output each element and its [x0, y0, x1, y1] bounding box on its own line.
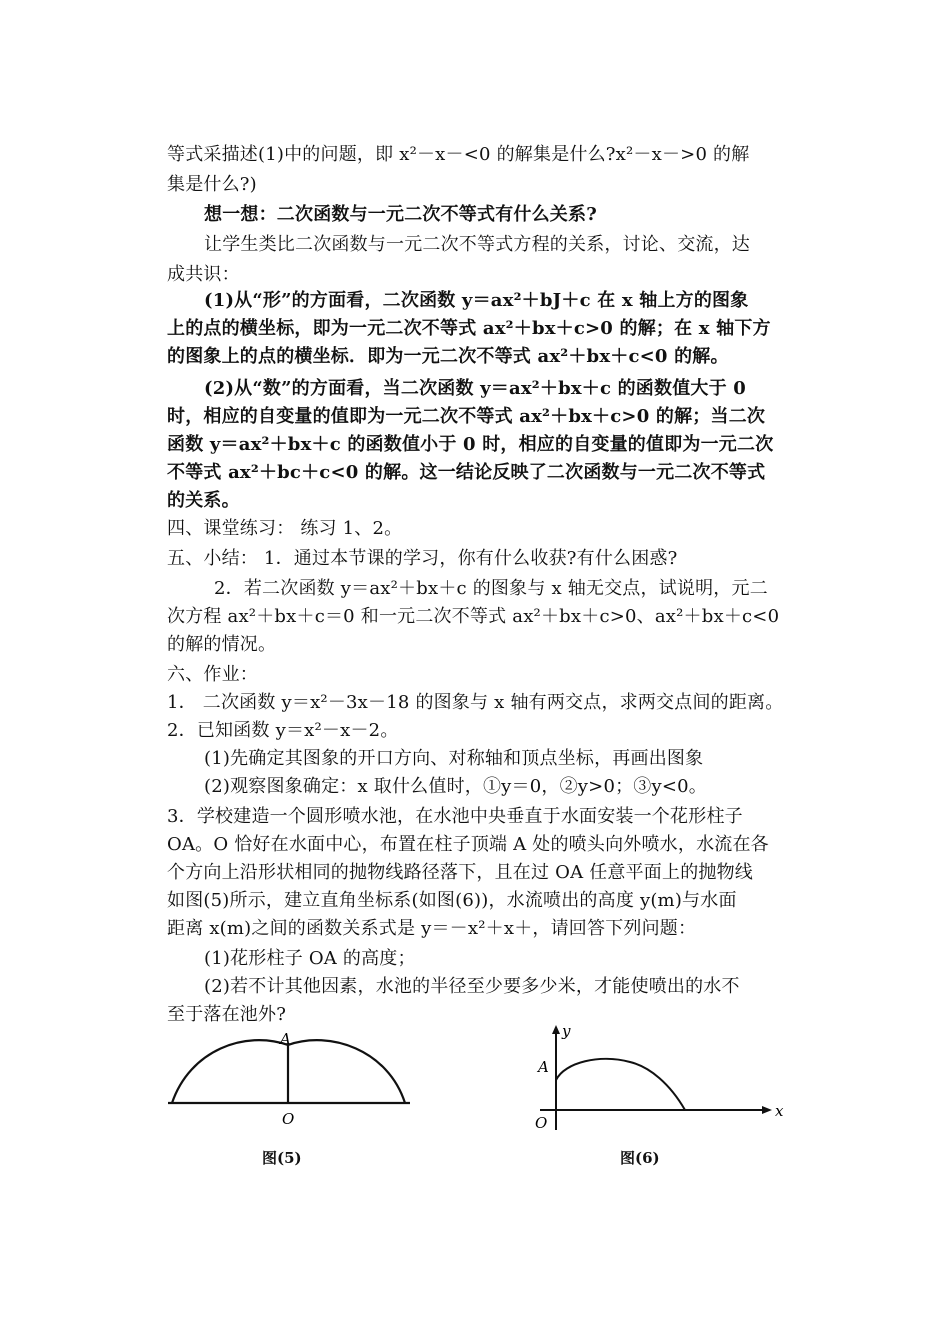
- label-x: x: [775, 1102, 784, 1120]
- label-o: O: [282, 1110, 295, 1128]
- text-line: OA。O 恰好在水面中心，布置在柱子顶端 A 处的喷头向外喷水，水流在各: [167, 834, 769, 855]
- heading-think: 想一想：二次函数与一元二次不等式有什么关系?: [204, 204, 597, 225]
- text-line: 距离 x(m)之间的函数关系式是 y＝－x²＋x＋，请回答下列问题：: [167, 918, 697, 939]
- x-axis-arrow-icon: [762, 1106, 772, 1114]
- text-line: (2)观察图象确定：x 取什么值时，①y＝0，②y>0；③y<0。: [204, 776, 707, 797]
- parabola-curve: [556, 1059, 685, 1110]
- text-line: 次方程 ax²＋bx＋c＝0 和一元二次不等式 ax²＋bx＋c>0、ax²＋bx＋c<0: [167, 606, 780, 627]
- text-line: 等式采描述(1)中的问题，即 x²－x－<0 的解集是什么?x²－x－>0 的解: [167, 144, 750, 165]
- text-line: 个方向上沿形状相同的抛物线路径落下，且在过 OA 任意平面上的抛物线: [167, 862, 753, 883]
- figure-5-caption: 图(5): [262, 1149, 302, 1167]
- text-line: 的解的情况。: [167, 634, 277, 655]
- figure-6-caption: 图(6): [620, 1149, 660, 1167]
- section-practice: 四、课堂练习： 练习 1、2。: [167, 518, 403, 539]
- label-o: O: [535, 1114, 548, 1132]
- text-line: 上的点的横坐标，即为一元二次不等式 ax²＋bx＋c>0 的解；在 x 轴下方: [167, 318, 771, 339]
- text-line: (2)若不计其他因素，水池的半径至少要多少米，才能使喷出的水不: [204, 976, 740, 997]
- y-axis-arrow-icon: [552, 1025, 560, 1034]
- text-line: (1)花形柱子 OA 的高度；: [204, 948, 416, 969]
- figure-5-fountain: [160, 1030, 420, 1130]
- text-line: 不等式 ax²＋bc＋c<0 的解。这一结论反映了二次函数与一元二次不等式: [167, 462, 766, 483]
- text-line: 让学生类比二次函数与一元二次不等式方程的关系，讨论、交流，达: [204, 234, 750, 255]
- text-line: 至于落在池外?: [167, 1004, 287, 1025]
- text-line: (1)从“形”的方面看，二次函数 y＝ax²＋bJ＋c 在 x 轴上方的图象: [204, 290, 749, 311]
- section-homework: 六、作业：: [167, 664, 258, 685]
- label-y: y: [562, 1022, 571, 1040]
- label-a: A: [538, 1058, 549, 1076]
- text-line: 3．学校建造一个圆形喷水池，在水池中央垂直于水面安装一个花形柱子: [167, 806, 743, 827]
- text-line: 1． 二次函数 y＝x²－3x－18 的图象与 x 轴有两交点，求两交点间的距离。: [167, 692, 784, 713]
- text-line: 集是什么?): [167, 174, 257, 195]
- section-summary: 五、小结： 1．通过本节课的学习，你有什么收获?有什么困惑?: [167, 548, 678, 569]
- text-line: 的图象上的点的横坐标．即为一元二次不等式 ax²＋bx＋c<0 的解。: [167, 346, 729, 367]
- text-line: 成共识：: [167, 264, 240, 285]
- text-line: 函数 y＝ax²＋bx＋c 的函数值小于 0 时，相应的自变量的值即为一元二次: [167, 434, 774, 455]
- label-a: A: [280, 1030, 291, 1048]
- text-line: 的关系。: [167, 490, 240, 511]
- text-line: 2．若二次函数 y＝ax²＋bx＋c 的图象与 x 轴无交点，试说明，元二: [214, 578, 768, 599]
- text-line: (1)先确定其图象的开口方向、对称轴和顶点坐标，再画出图象: [204, 748, 704, 769]
- text-line: 2．已知函数 y＝x²－x－2。: [167, 720, 399, 741]
- text-line: 如图(5)所示，建立直角坐标系(如图(6))，水流喷出的高度 y(m)与水面: [167, 890, 737, 911]
- text-line: (2)从“数”的方面看，当二次函数 y＝ax²＋bx＋c 的函数值大于 0: [204, 378, 747, 399]
- figure-6-coordinate-graph: [520, 1022, 790, 1132]
- text-line: 时，相应的自变量的值即为一元二次不等式 ax²＋bx＋c>0 的解；当二次: [167, 406, 766, 427]
